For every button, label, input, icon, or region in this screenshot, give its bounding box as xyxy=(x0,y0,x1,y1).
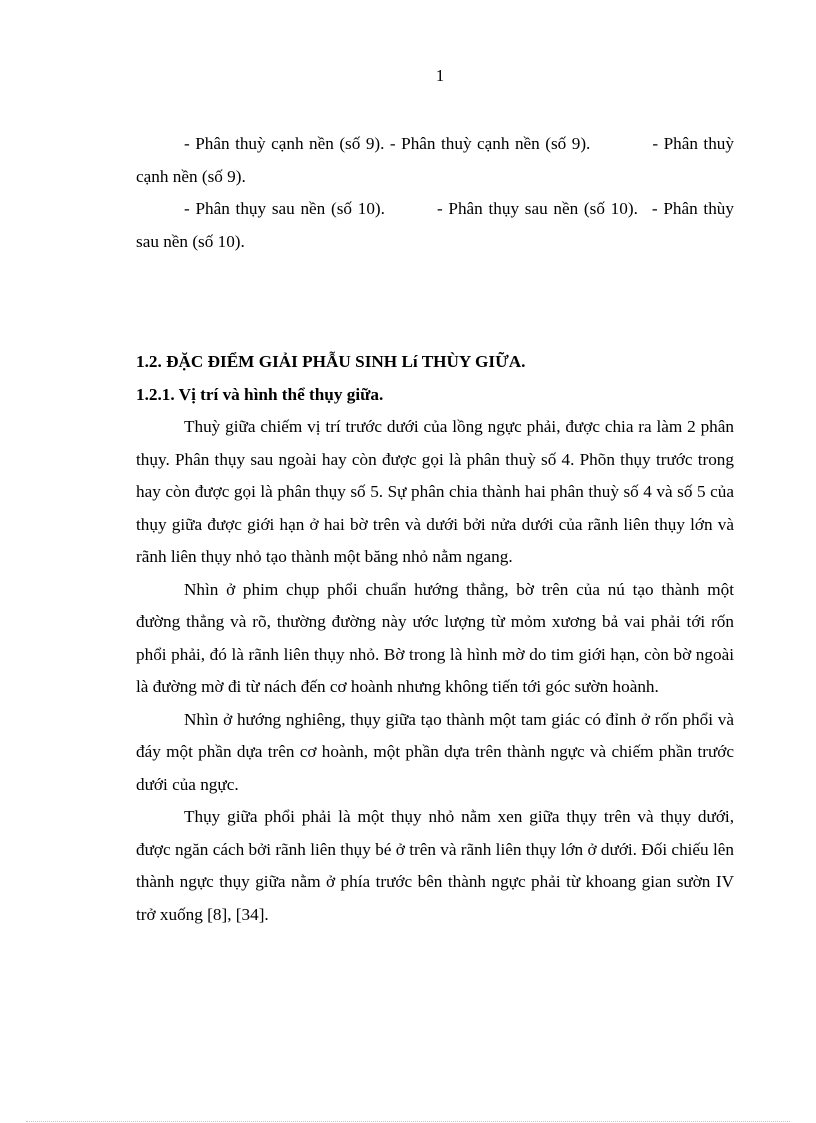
document-body xyxy=(136,128,734,931)
list-line-1-part-3: - Phân thuỳ cạnh nền (số 9). xyxy=(136,134,734,186)
paragraph-1: Thuỳ giữa chiếm vị trí trước dưới của lồng ngực phải, được chia ra làm 2 phân thụy. Phân thụy sau ngoài hay còn được gọi là phân thuỳ số 4. Phõn thụy trước trong hay còn được gọi là phân thụy số 5. Sự phân chia thành hai phân thuỳ số 4 và số 5 của thụy giữa được giới hạn ở hai bờ trên và dưới bởi nửa dưới của rãnh liên thụy lớn và rãnh liên thụy nhỏ tạo thành một băng nhỏ nằm ngang. xyxy=(136,417,734,566)
list-line-2-part-1: - Phân thụy sau nền (số 10). xyxy=(184,199,385,218)
page-bottom-divider xyxy=(26,1121,790,1122)
paragraph-2: Nhìn ở phim chụp phổi chuẩn hướng thẳng, bờ trên của nú tạo thành một đường thẳng và rõ, thường đường này ước lượng từ mỏm xương bả vai phải tới rốn phổi phải, đó là rãnh liên thụy nhỏ. Bờ trong là hình mờ do tim giới hạn, còn bờ ngoài là đường mờ đi từ nách đến cơ hoành nhưng không tiến tới góc sườn hoành. xyxy=(136,579,734,696)
page-number: 1 xyxy=(435,66,445,85)
list-line-2-part-2: - Phân thụy sau nền (số 10). xyxy=(436,199,638,218)
paragraph-3: Nhìn ở hướng nghiêng, thụy giữa tạo thành một tam giác có đỉnh ở rốn phổi và đáy một phần dựa trên cơ hoành, một phần dựa trên thành ngực và chiếm phần trước dưới của ngực. xyxy=(136,709,734,794)
section-heading: 1.2. ĐẶC ĐIỂM GIẢI PHẪU SINH Lí THÙY GIỮA. xyxy=(136,352,526,371)
list-line-1-part-1: - Phân thuỳ cạnh nền (số 9). xyxy=(184,134,385,153)
list-line-1 xyxy=(136,128,734,193)
subsection-heading: 1.2.1. Vị trí và hình thể thụy giữa. xyxy=(136,384,384,404)
paragraph-4: Thụy giữa phổi phải là một thụy nhỏ nằm xen giữa thụy trên và thụy dưới, được ngăn cách bởi rãnh liên thụy bé ở trên và rãnh liên thụy lớn ở dưới. Đối chiếu lên thành ngực thụy giữa nằm ở phía trước bên thành ngực phải từ khoang gian sườn IV trở xuống [8], [34]. xyxy=(136,807,734,924)
list-line-1-part-2: - Phân thuỳ cạnh nền (số 9). xyxy=(389,134,591,153)
list-line-2 xyxy=(136,193,734,258)
list-line-2-part-3: - Phân thùy sau nền (số 10). xyxy=(136,199,734,251)
